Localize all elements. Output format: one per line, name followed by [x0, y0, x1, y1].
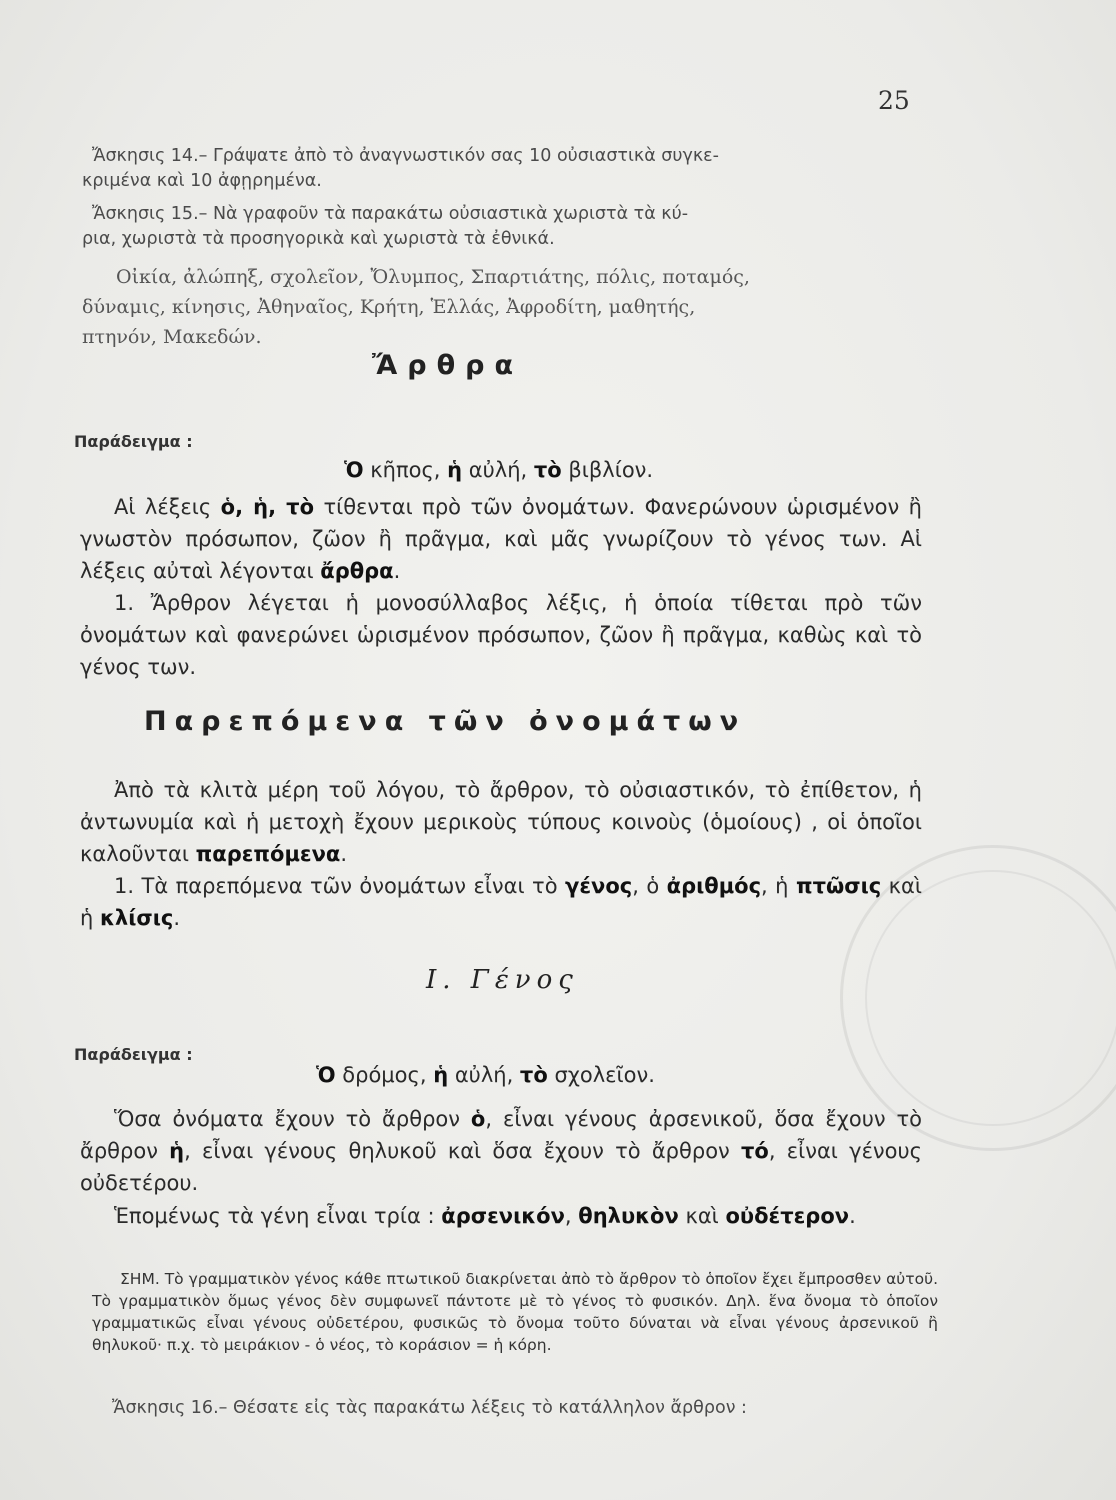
text-run: , ὁ [632, 874, 667, 898]
example-word-2: αὐλή, [448, 1063, 520, 1087]
text-run: . [173, 906, 181, 930]
text-run: , εἶναι γένους θηλυκοῦ καὶ ὅσα ἔχουν τὸ ἄρθρον [184, 1139, 742, 1163]
text-run: , εἶναι γένους ἀρσενικοῦ, ὅσα ἔχουν τὸ ἄρθρον [80, 1107, 922, 1163]
text-run: τίθενται πρὸ τῶν ὀνομάτων. Φανερώνουν ὡρισμένον ἢ γνωστὸν πρόσωπον, ζῶον ἢ πρᾶγμα, καὶ μᾶς γνωρίζουν τὸ γένος των. Αἱ λέξεις αὐταὶ λέγονται [80, 495, 922, 583]
section-title-genos: Ι. Γένος [426, 965, 579, 995]
arthra-paragraph-1 [80, 491, 922, 587]
grammar-note [92, 1268, 938, 1356]
exercise-15-line-1: Ἄσκησις 15.– Νὰ γραφοῦν τὰ παρακάτω οὐσιαστικὰ χωριστὰ τὰ κύ- [92, 204, 689, 224]
bold-term-oudeteron: οὐδέτερον [725, 1204, 850, 1228]
bold-term-arithmos: ἀριθμός [666, 874, 762, 898]
section-title-parepomena: Παρεπόμενα τῶν ὀνομάτων [144, 706, 747, 737]
text-run: . [340, 842, 348, 866]
text-run: Ἑπομένως τὰ γένη εἶναι τρία : [114, 1204, 442, 1228]
exercise-14 [82, 144, 932, 194]
bold-term-genos: γένος [565, 874, 633, 898]
text-run: . [393, 559, 401, 583]
exercise-14-line-2: κριμένα καὶ 10 ἀφῃρημένα. [82, 171, 322, 191]
example-label-arthra: Παράδειγμα : [74, 432, 193, 451]
text-run: , [564, 1204, 579, 1228]
genos-paragraph-2 [80, 1200, 922, 1232]
bold-term-klisis: κλίσις [100, 906, 174, 930]
text-run: Ὅσα ὀνόματα ἔχουν τὸ ἄρθρον [114, 1107, 471, 1131]
arthra-definition: 1. Ἄρθρον λέγεται ἡ μονοσύλλαβος λέξις, ἡ ὁποία τίθεται πρὸ τῶν ὀνομάτων καὶ φανερώνει ὡρισμένον πρόσωπον, ζῶον ἢ πρᾶγμα, καθὼς καὶ τὸ γένος των. [80, 591, 922, 679]
bold-article-to: τό [741, 1139, 769, 1163]
exercise-15 [82, 202, 932, 252]
example-article-2: ἡ [447, 458, 463, 482]
section-title-arthra: Ἄρθρα [372, 350, 523, 381]
example-article-1: Ὁ [344, 458, 364, 482]
word-list [82, 262, 932, 352]
parepomena-paragraph-2 [80, 870, 922, 934]
text-run: , ἡ [761, 874, 796, 898]
bold-term-arsenikon: ἀρσενικόν [441, 1204, 565, 1228]
text-run: Ἀπὸ τὰ κλιτὰ μέρη τοῦ λόγου, τὸ ἄρθρον, τὸ οὐσιαστικόν, τὸ ἐπίθετον, ἡ ἀντωνυμία καὶ ἡ μετοχὴ ἔχουν μερικοὺς τύπους κοινοὺς (ὁμοίους) , οἱ ὁποῖοι καλοῦνται [80, 778, 922, 866]
bold-term-parepomena: παρεπόμενα [195, 842, 341, 866]
note-text: ΣΗΜ. Τὸ γραμματικὸν γένος κάθε πτωτικοῦ διακρίνεται ἀπὸ τὸ ἄρθρον τὸ ὁποῖον ἔχει ἔμπροσθεν αὐτοῦ. Τὸ γραμματικὸν ὅμως γένος δὲν συμφωνεῖ πάντοτε μὲ τὸ γένος τὸ φυσικόν. Δηλ. ἕνα ὄνομα τὸ ὁποῖον γραμματικῶς εἶναι γένους οὐδετέρου, φυσικῶς τὸ ὄνομα τοῦτο δύναται νὰ εἶναι γένους ἀρσενικοῦ ἢ θηλυκοῦ· π.χ. τὸ μειράκιον - ὁ νέος, τὸ κοράσιον = ἡ κόρη. [92, 1270, 938, 1354]
example-label-genos: Παράδειγμα : [74, 1045, 193, 1064]
example-genos [316, 1063, 655, 1087]
example-word-3: σχολεῖον. [547, 1063, 655, 1087]
arthra-paragraph-2 [80, 587, 922, 683]
text-run: καὶ ἡ [80, 874, 922, 930]
exercise-15-line-2: ρια, χωριστὰ τὰ προσηγορικὰ καὶ χωριστὰ τὰ ἐθνικά. [82, 229, 555, 249]
example-word-2: αὐλή, [462, 458, 534, 482]
bold-article-o: ὁ [470, 1107, 486, 1131]
bold-term-thilykon: θηλυκὸν [578, 1204, 679, 1228]
exercise-16-text: Ἄσκησις 16.– Θέσατε εἰς τὰς παρακάτω λέξεις τὸ κατάλληλον ἄρθρον : [112, 1398, 747, 1418]
example-article-3: τὸ [519, 1063, 548, 1087]
text-run: 1. Τὰ παρεπόμενα τῶν ὀνομάτων εἶναι τὸ [114, 874, 566, 898]
example-arthra [344, 458, 653, 482]
example-article-1: Ὁ [316, 1063, 336, 1087]
example-word-1: κῆπος, [363, 458, 448, 482]
bold-articles: ὁ, ἡ, τὸ [220, 495, 314, 519]
text-run: , εἶναι γένους οὐδετέρου. [80, 1139, 922, 1195]
text-run: Αἱ λέξεις [114, 495, 221, 519]
example-article-2: ἡ [433, 1063, 449, 1087]
genos-paragraph-1 [80, 1103, 922, 1199]
word-list-line-1: Οἰκία, ἀλώπηξ, σχολεῖον, Ὄλυμπος, Σπαρτιάτης, πόλις, ποταμός, [116, 266, 750, 288]
bold-article-i: ἡ [169, 1139, 185, 1163]
word-list-line-2: δύναμις, κίνησις, Ἀθηναῖος, Κρήτη, Ἑλλάς, Ἀφροδίτη, μαθητής, [82, 296, 696, 318]
text-run: . [849, 1204, 856, 1228]
bold-term-ptosis: πτῶσις [795, 874, 882, 898]
text-run: καὶ [678, 1204, 726, 1228]
bold-term-arthra: ἄρθρα [320, 559, 394, 583]
exercise-14-line-1: Ἄσκησις 14.– Γράψατε ἀπὸ τὸ ἀναγνωστικόν σας 10 οὐσιαστικὰ συγκε- [92, 146, 719, 166]
example-word-3: βιβλίον. [561, 458, 654, 482]
word-list-line-3: πτηνόν, Μακεδών. [82, 326, 262, 348]
example-word-1: δρόμος, [335, 1063, 434, 1087]
example-article-3: τὸ [533, 458, 562, 482]
page-number: 25 [878, 86, 910, 115]
parepomena-paragraph-1 [80, 774, 922, 870]
exercise-16 [112, 1396, 942, 1421]
